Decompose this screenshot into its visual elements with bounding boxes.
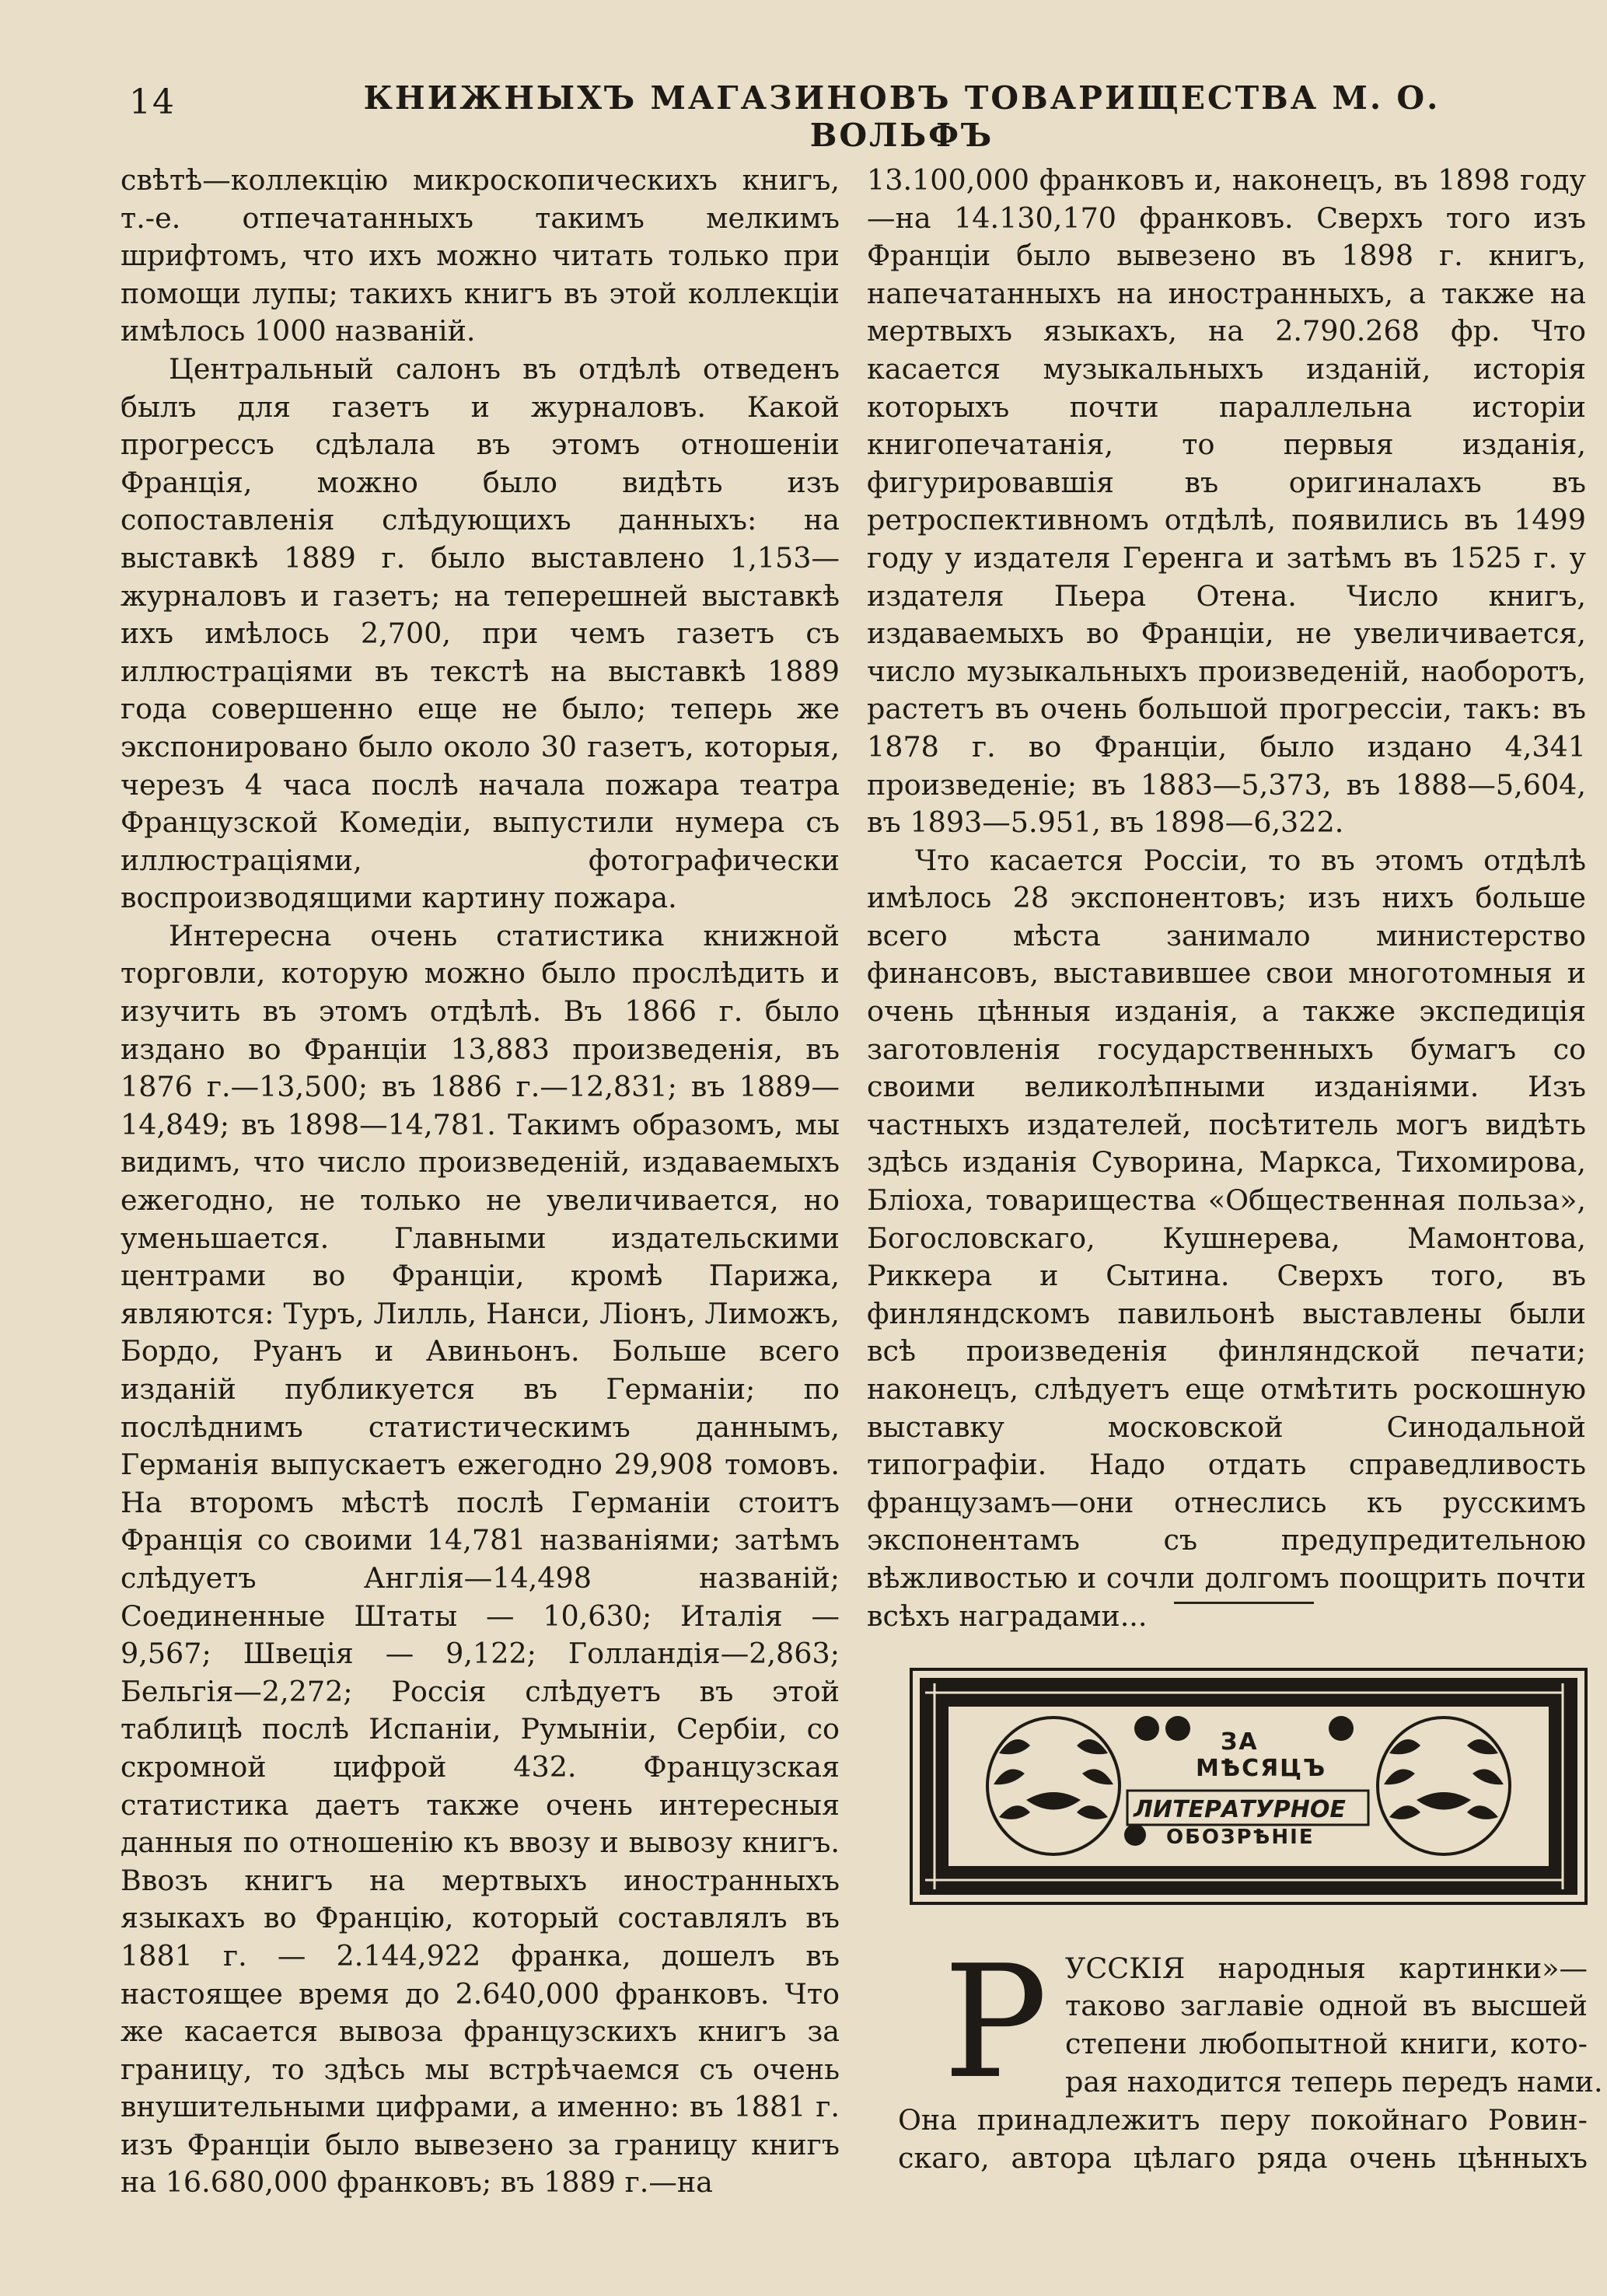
left-column xyxy=(121,162,840,2202)
section-divider xyxy=(1174,1602,1314,1604)
vignette-literary: ЛИТЕРАТУРНОЕ xyxy=(1134,1796,1346,1823)
vignette-za: ЗА xyxy=(1221,1728,1259,1756)
article-line: таково заглавіе одной въ высшей xyxy=(1065,1989,1588,2022)
paragraph: свѣтѣ—коллекцію микроскопическихъ книгъ, т.-е. отпечатанныхъ такимъ мелкимъ шрифтомъ, что ихъ можно читать только при помощи лупы; такихъ книгъ въ этой коллекціи имѣлось 1000 названій. xyxy=(121,163,840,348)
section-vignette xyxy=(910,1668,1588,1905)
vignette-review: ОБОЗРѢНІЕ xyxy=(1166,1826,1315,1849)
article-line: Она принадлежитъ перу покойнаго Ровин- xyxy=(898,2103,1588,2137)
article-line: УССКІЯ народныя картинки»— xyxy=(1065,1952,1588,1985)
paragraph: Центральный салонъ въ отдѣлѣ отведенъ былъ для газетъ и журналовъ. Какой прогрессъ сдѣлала въ этомъ отношеніи Франція, можно было видѣть изъ сопоставленія слѣдующихъ данныхъ: на выставкѣ 1889 г. было выставлено 1,153—журналовъ и газетъ; на теперешней выставкѣ ихъ имѣлось 2,700, при чемъ газетъ съ иллюстраціями въ текстѣ на выставкѣ 1889 года совершенно еще не было; теперь же экспонировано было около 30 газетъ, которыя, черезъ 4 часа послѣ начала пожара театра Французской Комедіи, выпустили нумера съ иллюстраціями, фотографически воспроизводящими картину пожара. xyxy=(121,351,840,915)
right-column xyxy=(867,162,1586,1635)
paragraph: Интересна очень статистика книжной торговли, которую можно было прослѣдить и изучить въ этомъ отдѣлѣ. Въ 1866 г. было издано во Франціи 13,883 произведенія, въ 1876 г.—13,500; въ 1886 г.—12,831; въ 1889—14,849; въ 1898—14,781. Такимъ образомъ, мы видимъ, что число произведеній, издаваемыхъ ежегодно, не только не увеличивается, но уменьшается. Главными издательскими центрами во Франціи, кромѣ Парижа, являются: Туръ, Лилль, Нанси, Ліонъ, Лиможъ, Бордо, Руанъ и Авиньонъ. Больше всего изданій публикуется въ Германіи; по послѣднимъ статистическимъ даннымъ, Германія выпускаетъ ежегодно 29,908 томовъ. На второмъ мѣстѣ послѣ Германіи стоитъ Франція со своими 14,781 названіями; затѣмъ слѣдуетъ Англія—14,498 названій; Соединенные Штаты — 10,630; Италія — 9,567; Швеція — 9,122; Голландія—2,863; Бельгія—2,272; Россія слѣдуетъ въ этой таблицѣ послѣ Испаніи, Румыніи, Сербіи, со скромной цифрой 432. Французская статистика даетъ также очень интересныя данныя по отношенію къ ввозу и вывозу книгъ. Ввозъ книгъ на мертвыхъ иностранныхъ языкахъ во Францію, который составлялъ въ 1881 г. — 2.144,922 франка, дошелъ въ настоящее время до 2.640,000 франковъ. Что же касается вывоза французскихъ книгъ за границу, то здѣсь мы встрѣчаемся съ очень внушительными цифрами, а именно: въ 1881 г. изъ Франціи было вывезено за границу книгъ на 16.680,000 франковъ; въ 1889 г.—на xyxy=(121,918,840,2200)
paragraph: 13.100,000 франковъ и, наконецъ, въ 1898 году—на 14.130,170 франковъ. Сверхъ того изъ Франціи было вывезено въ 1898 г. книгъ, напечатанныхъ на иностранныхъ, а также на мертвыхъ языкахъ, на 2.790.268 фр. Что касается музыкальныхъ изданій, исторія которыхъ почти параллельна исторіи книгопечатанія, то первыя изданія, фигурировавшія въ оригиналахъ въ ретроспективномъ отдѣлѣ, появились въ 1499 году у издателя Геренга и затѣмъ въ 1525 г. у издателя Пьера Отена. Число книгъ, издаваемыхъ во Франціи, не увеличивается, число музыкальныхъ произведеній, наоборотъ, растетъ въ очень большой прогрессіи, такъ: въ 1878 г. во Франціи, было издано 4,341 произведеніе; въ 1883—5,373, въ 1888—5,604, въ 1893—5.951, въ 1898—6,322. xyxy=(867,163,1586,840)
article-line: скаго, автора цѣлаго ряда очень цѣнныхъ xyxy=(898,2141,1588,2175)
vignette-month: МѢСЯЦЪ xyxy=(1196,1755,1327,1782)
vignette-frame xyxy=(910,1668,1588,1905)
page-number: 14 xyxy=(129,82,176,122)
article-line: степени любопытной книги, кото- xyxy=(1065,2027,1588,2060)
running-title: КНИЖНЫХЪ МАГАЗИНОВЪ ТОВАРИЩЕСТВА М. О. ВОЛЬФЪ xyxy=(363,79,1441,154)
drop-cap: Р xyxy=(943,1932,1048,2113)
article-line: рая находится теперь передъ нами. xyxy=(1065,2065,1603,2099)
paragraph: Что касается Россіи, то въ этомъ отдѣлѣ имѣлось 28 экспонентовъ; изъ нихъ больше всего мѣста занимало министерство финансовъ, выставившее свои многотомныя и очень цѣнныя изданія, а также экспедиція заготовленія государственныхъ бумагъ со своими великолѣпными изданіями. Изъ частныхъ издателей, посѣтитель могъ видѣть здѣсь изданія Суворина, Маркса, Тихомирова, Бліоха, товарищества «Общественная польза», Богословскаго, Кушнерева, Мамонтова, Риккера и Сытина. Сверхъ того, въ финляндскомъ павильонѣ выставлены были всѣ произведенія финляндской печати; наконецъ, слѣдуетъ еще отмѣтить роскошную выставку московской Синодальной типографіи. Надо отдать справедливость французамъ—они отнеслись къ русскимъ экспонентамъ съ предупредительною вѣжливостью и сочли долгомъ поощрить почти всѣхъ наградами... xyxy=(867,843,1586,1633)
page-header xyxy=(117,72,1578,154)
